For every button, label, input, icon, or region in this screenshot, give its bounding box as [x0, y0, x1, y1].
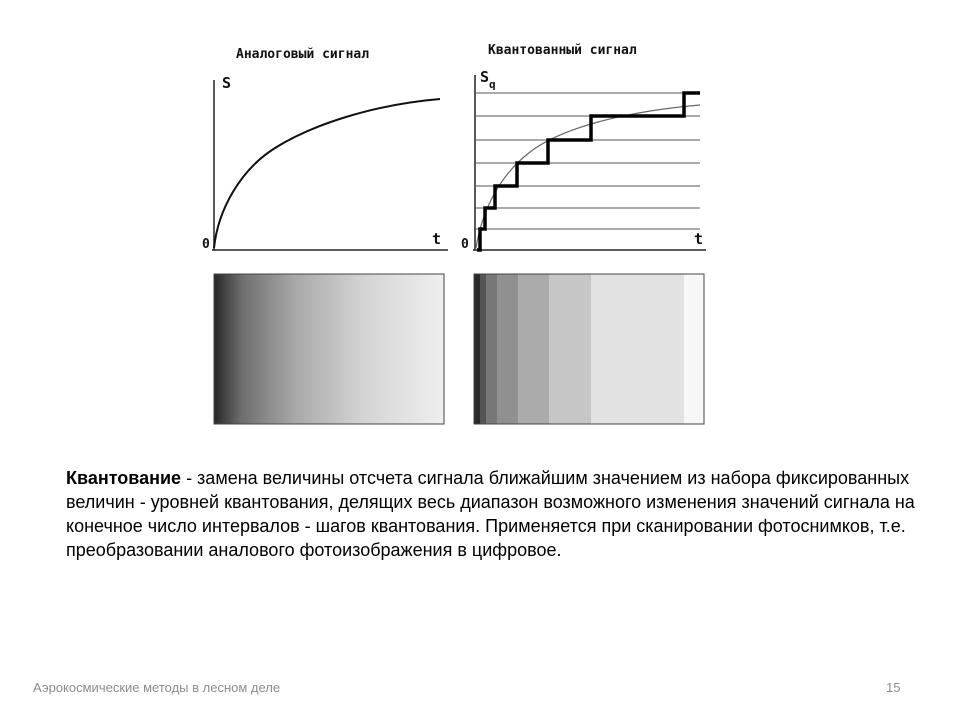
- analog-origin-label: 0: [202, 237, 210, 252]
- quantized-stepped-bar: [474, 274, 704, 424]
- quantized-x-axis-label: t: [694, 230, 704, 248]
- analog-x-axis-label: t: [432, 230, 442, 248]
- quantization-levels: [475, 93, 700, 229]
- analog-signal-curve: [214, 99, 440, 248]
- quantization-description: [66, 466, 916, 562]
- quantized-y-axis-label: $S_q$: [480, 68, 496, 91]
- quantized-title: Квантованный сигнал: [488, 43, 637, 58]
- description-text: - замена величины отсчета сигнала ближайшим значением из набора фиксированных величин - уровней квантования, делящих весь диапазон возможного изменения значений сигнала на конечное число интервалов - шагов квантования. Применяется при сканировании фотоснимков, т.е. преобразовании аналового фотоизображения в цифровое.: [66, 468, 915, 560]
- term-quantization: Квантование: [66, 468, 182, 488]
- analog-y-axis-label: S: [222, 74, 232, 92]
- footer-course-title: Аэрокосмические методы в лесном деле: [33, 680, 281, 695]
- quantized-step-signal: [477, 93, 700, 250]
- quantized-origin-label: 0: [461, 237, 469, 252]
- underlying-signal-curve: [476, 105, 700, 248]
- analog-gradient-bar: [214, 274, 444, 424]
- analog-title: Аналоговый сигнал: [236, 47, 370, 62]
- page-number: 15: [886, 680, 901, 695]
